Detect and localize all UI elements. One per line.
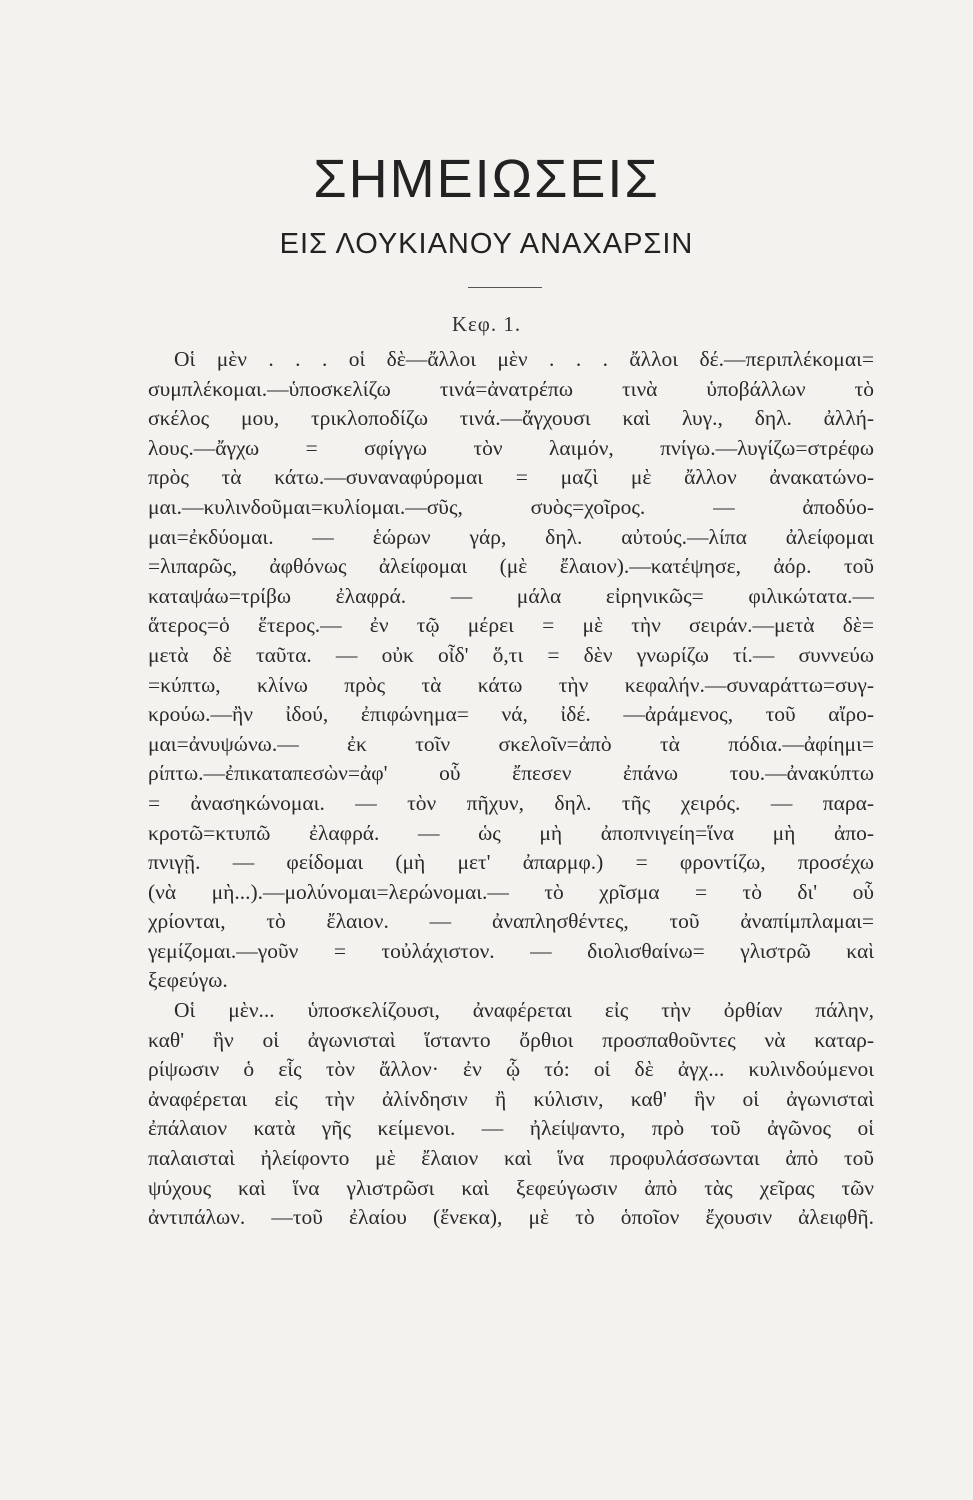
text-line: ψύχους καὶ ἵνα γλιστρῶσι καὶ ξεφεύγωσιν ἀπὸ τὰς χεῖρας τῶν (148, 1175, 874, 1200)
text-line: καταψάω=τρίβω ἐλαφρά. — μάλα εἰρηνικῶς= φιλικώτατα.— (148, 583, 874, 608)
text-line: καθ' ἣν οἱ ἀγωνισταὶ ἵσταντο ὄρθιοι προσπαθοῦντες νὰ καταρ- (148, 1027, 874, 1052)
text-line: (νὰ μὴ...).—μολύνομαι=λερώνομαι.— τὸ χρῖσμα = τὸ δι' οὗ (148, 879, 874, 904)
text-line: ξεφεύγω. (148, 968, 228, 993)
text-line: πνιγῇ. — φείδομαι (μὴ μετ' ἀπαρμφ.) = φροντίζω, προσέχω (148, 850, 874, 875)
notes-body (148, 345, 874, 1233)
text-line: λους.—ἄγχω = σφίγγω τὸν λαιμόν, πνίγω.—λυγίζω=στρέφω (148, 435, 874, 460)
text-line: γεμίζομαι.—γοῦν = τοὐλάχιστον. — διολισθαίνω= γλιστρῶ καὶ (148, 938, 874, 963)
text-line: κρούω.—ἢν ἰδού, ἐπιφώνημα= νά, ἰδέ. —ἀράμενος, τοῦ αἴρο- (148, 702, 874, 727)
title-divider (468, 287, 542, 288)
text-line: Οἱ μὲν... ὑποσκελίζουσι, ἀναφέρεται εἰς τὴν ὀρθίαν πάλην, (174, 998, 874, 1023)
text-line: Οἱ μὲν . . . οἱ δὲ—ἄλλοι μὲν . . . ἄλλοι δέ.—περιπλέκομαι= (174, 347, 874, 371)
text-line: ρίπτω.—ἐπικαταπεσὼν=ἀφ' οὗ ἔπεσεν ἐπάνω του.—ἀνακύπτω (148, 761, 874, 786)
text-line: παλαισταὶ ἠλείφοντο μὲ ἔλαιον καὶ ἵνα προφυλάσσωνται ἀπὸ τοῦ (148, 1146, 874, 1171)
text-line: μαι=ἐκδύομαι. — ἑώρων γάρ, δηλ. αὐτούς.—λίπα ἀλείφομαι (148, 524, 874, 549)
text-line: ἐπάλαιον κατὰ γῆς κείμενοι. — ἠλείψαντο, πρὸ τοῦ ἀγῶνος οἱ (148, 1116, 874, 1141)
text-line: σκέλος μου, τρικλοποδίζω τινά.—ἄγχουσι καὶ λυγ., δηλ. ἀλλή- (148, 406, 874, 431)
text-line: ἀντιπάλων. —τοῦ ἐλαίου (ἕνεκα), μὲ τὸ ὁποῖον ἔχουσιν ἀλειφθῆ. (148, 1205, 874, 1230)
text-line: =κύπτω, κλίνω πρὸς τὰ κάτω τὴν κεφαλήν.—συναράττω=συγ- (148, 672, 874, 697)
text-line: κροτῶ=κτυπῶ ἐλαφρά. — ὡς μὴ ἀποπνιγείη=ἵνα μὴ ἀπο- (148, 820, 874, 845)
text-line: μαι.—κυλινδοῦμαι=κυλίομαι.—σῦς, συὸς=χοῖρος. — ἀποδύο- (148, 494, 874, 519)
text-line: συμπλέκομαι.—ὑποσκελίζω τινά=ἀνατρέπω τινὰ ὑποβάλλων τὸ (148, 376, 874, 401)
page-title: ΣΗΜΕΙΩΣΕΙΣ (313, 149, 660, 209)
page-subtitle: ΕΙΣ ΛΟΥΚΙΑΝΟΥ ΑΝΑΧΑΡΣΙΝ (279, 228, 694, 260)
text-line: χρίονται, τὸ ἔλαιον. — ἀναπλησθέντες, τοῦ ἀναπίμπλαμαι= (148, 909, 874, 934)
text-line: μετὰ δὲ ταῦτα. — οὐκ οἶδ' ὅ,τι = δὲν γνωρίζω τί.— συννεύω (148, 642, 874, 667)
text-line: πρὸς τὰ κάτω.—συναναφύρομαι = μαζὶ μὲ ἄλλον ἀνακατώνο- (148, 465, 874, 490)
text-line: ἀναφέρεται εἰς τὴν ἀλίνδησιν ἢ κύλισιν, καθ' ἣν οἱ ἀγωνισταὶ (148, 1086, 874, 1111)
text-line: ἅτερος=ὁ ἕτερος.— ἐν τῷ μέρει = μὲ τὴν σειράν.—μετὰ δὲ= (148, 613, 874, 638)
text-line: = ἀνασηκώνομαι. — τὸν πῆχυν, δηλ. τῆς χειρός. — παρα- (148, 790, 874, 815)
text-line: μαι=ἀνυψώνω.— ἐκ τοῖν σκελοῖν=ἀπὸ τὰ πόδια.—ἀφίημι= (148, 731, 874, 756)
text-line: =λιπαρῶς, ἀφθόνως ἀλείφομαι (μὲ ἔλαιον).—κατέψησε, ἀόρ. τοῦ (148, 554, 874, 579)
chapter-heading: Κεφ. 1. (451, 312, 522, 336)
text-line: ρίψωσιν ὁ εἷς τὸν ἄλλον· ἐν ᾧ τό: οἱ δὲ ἀγχ... κυλινδούμενοι (148, 1057, 874, 1082)
